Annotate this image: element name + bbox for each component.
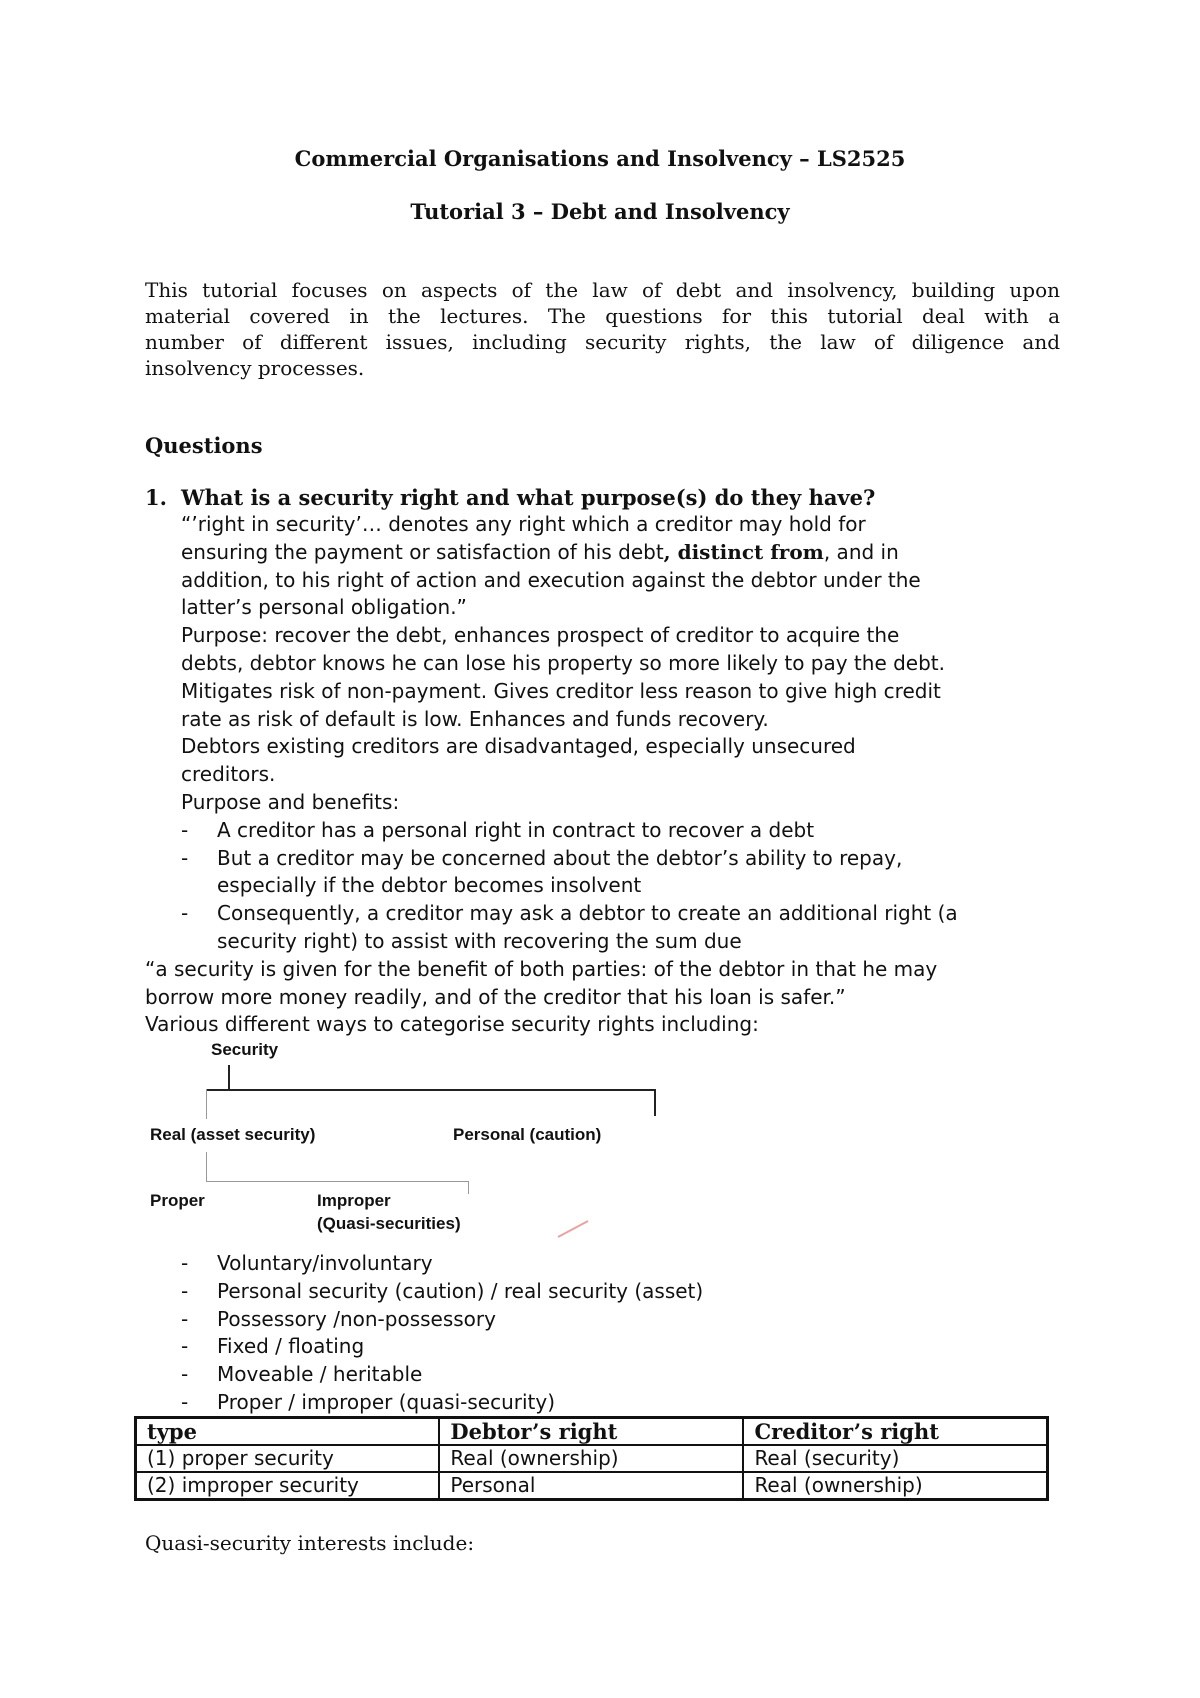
category-item: [181, 1333, 703, 1361]
answer-body: [145, 511, 1081, 1039]
table-cell: Real (security): [743, 1445, 1047, 1472]
answer-line: Debtors existing creditors are disadvantaged, especially unsecured: [181, 734, 856, 759]
bullet-text: A creditor has a personal right in contract to recover a debt: [217, 817, 815, 842]
question-text: What is a security right and what purpose(s) do they have?: [181, 485, 876, 510]
answer-line: creditors.: [181, 762, 276, 787]
answer-line: Purpose and benefits:: [181, 789, 400, 814]
bullet-dash: -: [181, 1306, 189, 1331]
answer-line: rate as risk of default is low. Enhances and funds recovery.: [181, 706, 769, 731]
document-title: Commercial Organisations and Insolvency – LS2525: [294, 146, 906, 171]
table-cell: (1) proper security: [136, 1445, 440, 1472]
category-text: Personal security (caution) / real security (asset): [217, 1278, 704, 1303]
diagram-node-improper: Improper: [317, 1191, 391, 1210]
category-text: Voluntary/involuntary: [217, 1251, 433, 1275]
answer-line: Various different ways to categorise security rights including:: [145, 1012, 759, 1037]
question-number: 1.: [145, 485, 167, 510]
bullet-dash: -: [181, 1389, 189, 1414]
bullet-continuation: security right) to assist with recovering the sum due: [217, 928, 742, 953]
bullet-dash: -: [181, 1334, 189, 1359]
diagram-connector: [206, 1181, 469, 1182]
bullet-dash: -: [181, 901, 189, 926]
category-text: Moveable / heritable: [217, 1362, 423, 1387]
table-cell: Real (ownership): [439, 1445, 743, 1472]
diagram-node-real: Real (asset security): [150, 1125, 316, 1144]
diagram-connector: [654, 1089, 656, 1116]
category-item: [181, 1389, 703, 1417]
table-cell: Real (ownership): [743, 1472, 1047, 1500]
category-item: [181, 1361, 703, 1389]
answer-line: borrow more money readily, and of the creditor that his loan is safer.”: [145, 984, 846, 1009]
category-item: [181, 1306, 703, 1334]
category-text: Possessory /non-possessory: [217, 1306, 496, 1331]
diagram-node-proper: Proper: [150, 1191, 205, 1210]
table-header-cell: type: [136, 1418, 440, 1446]
security-rights-table: [134, 1416, 1049, 1501]
category-item: [181, 1250, 703, 1278]
answer-line: addition, to his right of action and execution against the debtor under the: [181, 567, 921, 592]
intro-line: number of different issues, including security rights, the law of diligence and: [145, 330, 1060, 354]
bullet-continuation: especially if the debtor becomes insolvent: [217, 873, 642, 898]
bullet-dash: -: [181, 1251, 189, 1275]
question-1: [145, 485, 875, 510]
bold-phrase: , distinct from: [663, 539, 824, 564]
answer-line: debts, debtor knows he can lose his property so more likely to pay the debt.: [181, 650, 946, 675]
intro-paragraph: [145, 277, 1060, 381]
intro-line: insolvency processes.: [145, 356, 365, 380]
diagram-connector: [206, 1089, 656, 1091]
diagram-node-security: Security: [211, 1040, 279, 1059]
answer-line: Mitigates risk of non-payment. Gives creditor less reason to give high credit: [181, 678, 941, 703]
diagram-connector: [228, 1065, 230, 1089]
table-cell: (2) improper security: [136, 1472, 440, 1500]
answer-text: , and in: [823, 539, 899, 564]
bullet-text: Consequently, a creditor may ask a debtor to create an additional right (a: [217, 901, 958, 926]
quasi-security-intro: Quasi-security interests include:: [145, 1531, 475, 1555]
table-cell: Personal: [439, 1472, 743, 1500]
bullet-item: [181, 845, 1081, 873]
document-subtitle: Tutorial 3 – Debt and Insolvency: [410, 199, 790, 224]
table-row: [136, 1472, 1048, 1500]
bullet-item: [181, 900, 1081, 928]
answer-line: “a security is given for the benefit of both parties: of the debtor in that he may: [145, 956, 938, 981]
diagram-node-personal: Personal (caution): [453, 1125, 602, 1144]
diagram-connector: [206, 1089, 207, 1119]
diagram-connector: [206, 1152, 207, 1182]
table-row: [136, 1445, 1048, 1472]
table-header-row: [136, 1418, 1048, 1446]
table-header-cell: Creditor’s right: [743, 1418, 1047, 1446]
answer-line: Purpose: recover the debt, enhances prospect of creditor to acquire the: [181, 623, 900, 648]
category-text: Proper / improper (quasi-security): [217, 1389, 556, 1414]
diagram-node-improper-sub: (Quasi-securities): [317, 1214, 461, 1233]
answer-line: [181, 539, 1081, 567]
diagram-connector: [468, 1181, 469, 1194]
category-list: [181, 1250, 703, 1417]
intro-line: material covered in the lectures. The questions for this tutorial deal with a: [145, 304, 1060, 328]
answer-line: latter’s personal obligation.”: [181, 595, 467, 620]
bullet-dash: -: [181, 845, 189, 870]
table-header-cell: Debtor’s right: [439, 1418, 743, 1446]
bullet-item: [181, 817, 1081, 845]
bullet-dash: -: [181, 1362, 189, 1387]
security-tree-diagram: [140, 1040, 600, 1250]
questions-heading: Questions: [145, 433, 263, 458]
bullet-text: But a creditor may be concerned about the debtor’s ability to repay,: [217, 845, 903, 870]
bullet-dash: -: [181, 1278, 189, 1303]
intro-line: This tutorial focuses on aspects of the law of debt and insolvency, building upon: [145, 278, 1060, 302]
answer-text: ensuring the payment or satisfaction of his debt: [181, 539, 664, 564]
answer-line: “’right in security’… denotes any right which a creditor may hold for: [181, 512, 866, 536]
category-text: Fixed / floating: [217, 1334, 365, 1359]
category-item: [181, 1278, 703, 1306]
bullet-dash: -: [181, 817, 189, 842]
